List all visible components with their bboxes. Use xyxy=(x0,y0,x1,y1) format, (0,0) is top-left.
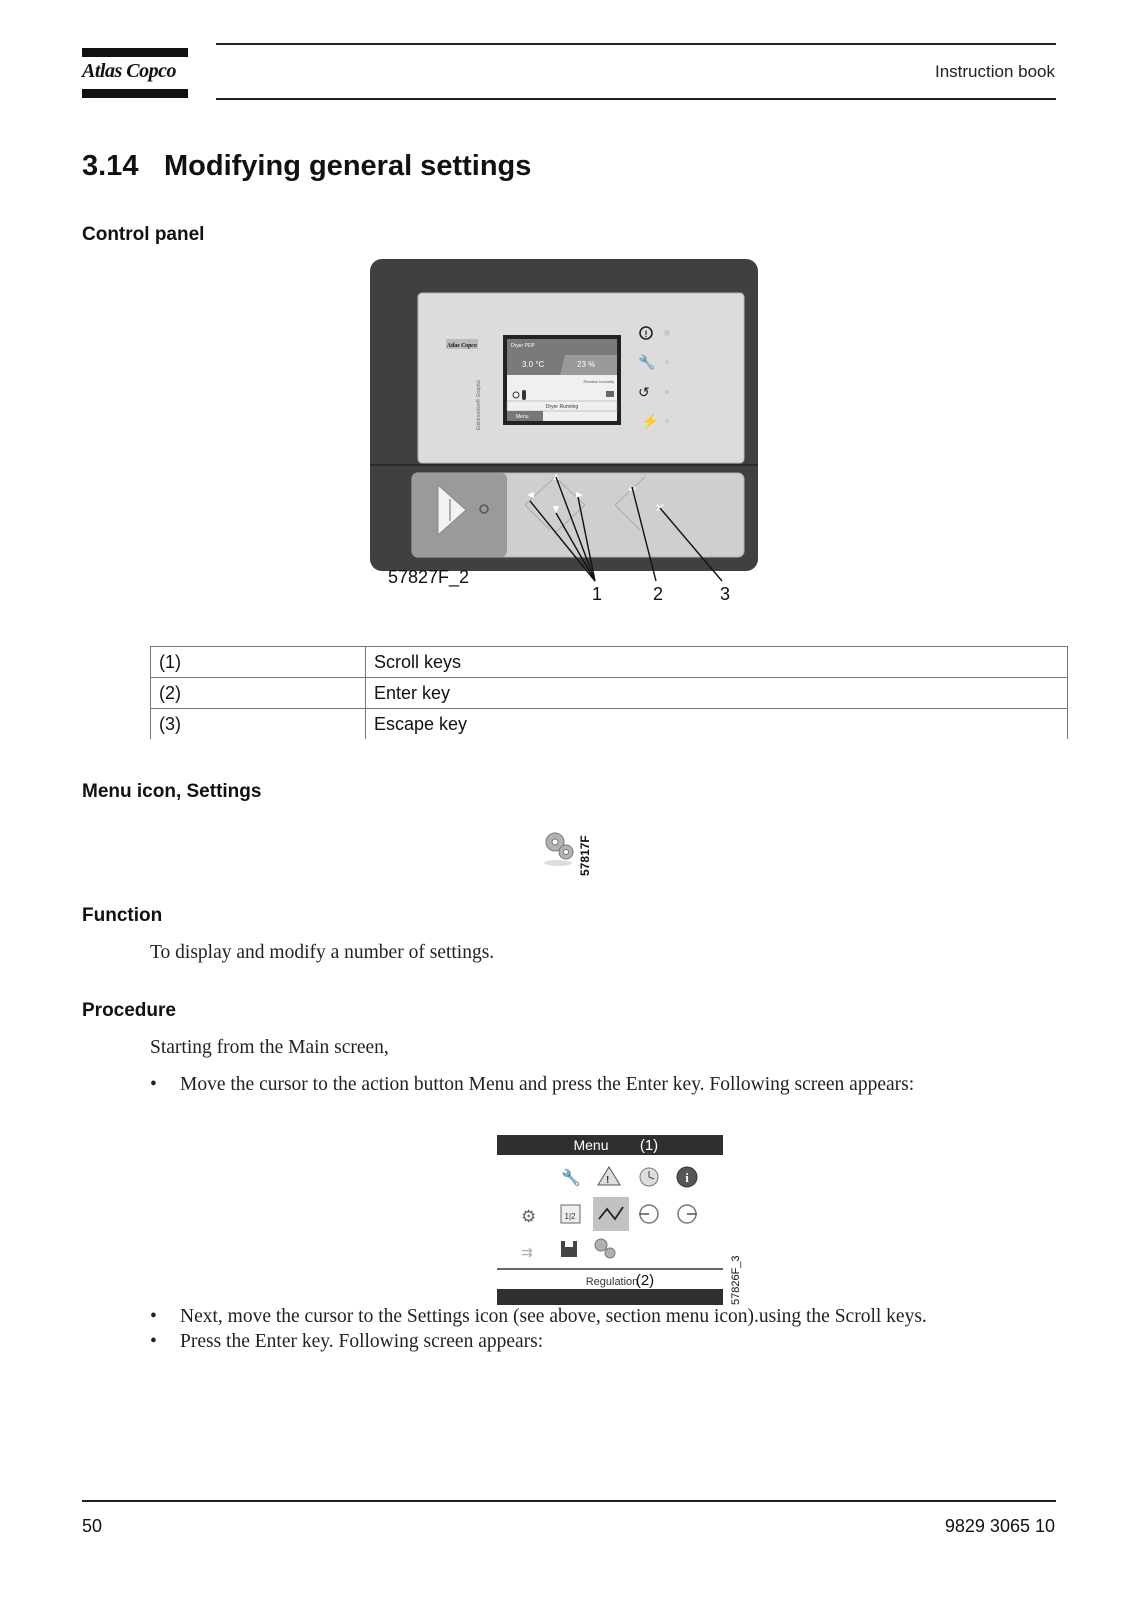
legend-label: Scroll keys xyxy=(366,647,1068,678)
voltage-icon: ⚡ xyxy=(641,413,659,429)
screen-menu-button: Menu xyxy=(516,414,529,420)
brand-logo: Atlas Copco xyxy=(82,60,176,82)
menu-footer-callout: (2) xyxy=(635,1272,655,1289)
screen-title: Dryer PDP xyxy=(511,343,535,349)
legend-ref: (1) xyxy=(151,647,366,678)
procedure-heading: Procedure xyxy=(82,1000,176,1021)
bullet-dot: • xyxy=(150,1331,157,1352)
legend-ref: (2) xyxy=(151,678,366,709)
table-row xyxy=(151,678,1068,709)
procedure-intro: Starting from the Main screen, xyxy=(150,1037,389,1058)
section-number: 3.14 xyxy=(82,150,139,182)
document-number: 9829 3065 10 xyxy=(944,1516,1055,1536)
control-panel-heading: Control panel xyxy=(82,224,205,245)
menu-screen-footer-bar xyxy=(497,1289,723,1305)
procedure-step-text: Next, move the cursor to the Settings icon (see above, section menu icon).using the Scroll keys. xyxy=(180,1306,927,1327)
legend-label: Enter key xyxy=(366,678,1068,709)
procedure-step xyxy=(150,1074,914,1096)
svg-text:i: i xyxy=(685,1170,689,1185)
screen-value-right-label: Relative humidity xyxy=(583,379,614,384)
screen-value-left: 3.0 °C xyxy=(522,360,545,369)
auto-operation-icon: ↺ xyxy=(638,384,650,400)
menu-icon-heading: Menu icon, Settings xyxy=(82,781,262,802)
escape-key: ✕ xyxy=(655,501,666,515)
table-row xyxy=(151,647,1068,678)
menu-figure-id: 57826F_3 xyxy=(730,1255,742,1305)
callout-3: 3 xyxy=(719,584,731,604)
svg-text:1|2: 1|2 xyxy=(564,1212,576,1221)
svg-text:!: ! xyxy=(644,329,648,339)
menu-screen-figure xyxy=(497,1135,747,1305)
svg-text:!: ! xyxy=(606,1175,610,1186)
service-wrench-icon: 🔧 xyxy=(638,354,656,370)
menu-screen-header xyxy=(497,1135,723,1155)
menu-title-callout: (1) xyxy=(639,1137,659,1154)
legend-label: Escape key xyxy=(366,709,1068,740)
svg-text:Elektronikon® Graphic: Elektronikon® Graphic xyxy=(476,379,482,430)
screen-value-right: 23 % xyxy=(577,360,596,369)
key-legend-table xyxy=(150,646,1068,739)
function-text: To display and modify a number of settings. xyxy=(150,942,495,963)
procedure-step-text: Press the Enter key. Following screen appears: xyxy=(180,1331,544,1352)
logo-bottom-bar xyxy=(82,89,188,98)
wrench-icon: 🔧 xyxy=(561,1170,581,1187)
legend-ref: (3) xyxy=(151,709,366,740)
bullet-dot: • xyxy=(150,1074,157,1095)
procedure-step xyxy=(150,1306,927,1328)
settings-menu-icon-figure xyxy=(540,826,604,884)
enter-key: ↵ xyxy=(628,484,638,496)
table-row xyxy=(151,709,1068,740)
svg-text:Atlas Copco: Atlas Copco xyxy=(447,343,477,349)
header-bottom-rule xyxy=(216,98,1056,100)
procedure-step xyxy=(150,1331,543,1353)
procedure-step-text: Move the cursor to the action button Menu and press the Enter key. Following screen appears: xyxy=(180,1074,915,1095)
page-number: 50 xyxy=(82,1516,103,1536)
document-type: Instruction book xyxy=(934,62,1055,81)
footer-rule xyxy=(82,1500,1056,1502)
menu-screen-title: Menu xyxy=(573,1137,609,1153)
panel-figure-id: 57827F_2 xyxy=(388,567,470,587)
control-panel-figure xyxy=(370,255,790,615)
bullet-dot: • xyxy=(150,1306,157,1327)
menu-footer-label: Regulation xyxy=(585,1276,639,1288)
settings-icon xyxy=(546,833,573,859)
maintenance-icon: ⚙ xyxy=(521,1207,537,1226)
event-icon: ⇉ xyxy=(521,1244,533,1260)
logo-top-bar xyxy=(82,48,188,57)
menu-icon-figure-id: 57817F xyxy=(578,835,592,876)
section-heading: Modifying general settings xyxy=(164,150,532,182)
section-title xyxy=(82,150,531,183)
function-heading: Function xyxy=(82,905,163,926)
screen-status: Dryer Running xyxy=(545,404,579,410)
callout-1: 1 xyxy=(591,584,603,604)
callout-2: 2 xyxy=(652,584,664,604)
header-top-rule xyxy=(216,43,1056,45)
